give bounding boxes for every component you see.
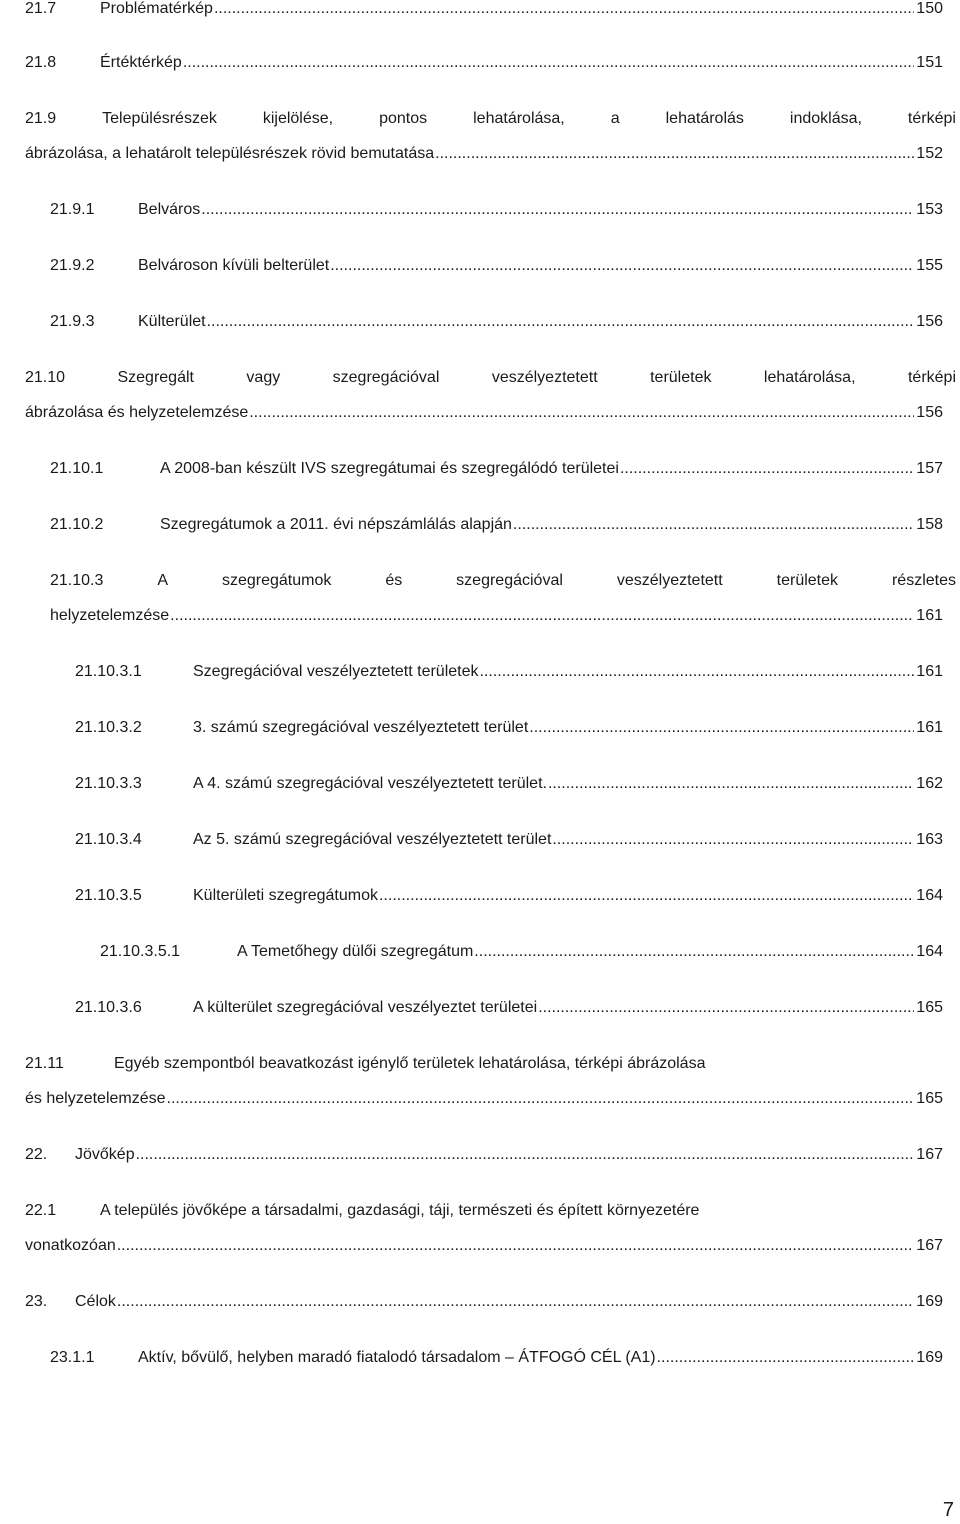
toc-entry-21-10-3-6[interactable] bbox=[75, 999, 943, 1027]
toc-entry-title: Jövőkép bbox=[75, 1146, 135, 1163]
toc-entry-21-9-3[interactable] bbox=[50, 313, 943, 341]
toc-entry-second-line bbox=[50, 607, 943, 635]
toc-leader-dots bbox=[379, 887, 914, 905]
toc-leader-dots bbox=[183, 54, 914, 72]
toc-entry-word: Szegregált bbox=[117, 369, 194, 386]
toc-entry-number: 22.1 bbox=[25, 1202, 57, 1219]
toc-entry-word: A bbox=[157, 572, 169, 589]
toc-entry-title: vonatkozóan bbox=[25, 1237, 116, 1254]
toc-entry-22[interactable] bbox=[25, 1146, 943, 1174]
toc-entry-21-7[interactable] bbox=[25, 0, 943, 28]
toc-leader-dots bbox=[479, 663, 914, 681]
toc-entry-word: térképi bbox=[907, 110, 956, 127]
toc-entry-number: 21.10.3.2 bbox=[75, 719, 142, 736]
toc-entry-page: 156 bbox=[916, 313, 943, 330]
toc-entry-21-10-3-1[interactable] bbox=[75, 663, 943, 691]
toc-entry-word: szegregációval bbox=[332, 369, 440, 386]
toc-leader-dots bbox=[548, 775, 914, 793]
toc-entry-word: kijelölése, bbox=[262, 110, 334, 127]
toc-entry-number: 21.10.1 bbox=[50, 460, 104, 477]
toc-entry-page: 165 bbox=[916, 999, 943, 1016]
toc-entry-word: pontos bbox=[379, 110, 428, 127]
toc-entry-page: 150 bbox=[916, 0, 943, 17]
toc-entry-page: 161 bbox=[916, 663, 943, 680]
toc-entry-number: 21.11 bbox=[25, 1055, 64, 1072]
toc-leader-dots bbox=[249, 404, 914, 422]
toc-entry-number: 21.10.2 bbox=[50, 516, 104, 533]
toc-entry-first-line bbox=[25, 369, 956, 397]
toc-leader-dots bbox=[117, 1237, 915, 1255]
toc-leader-dots bbox=[657, 1349, 915, 1367]
toc-entry-word: lehatárolás bbox=[665, 110, 744, 127]
toc-entry-word: a bbox=[610, 110, 620, 127]
toc-entry-title: ábrázolása és helyzetelemzése bbox=[25, 404, 249, 421]
toc-leader-dots bbox=[552, 831, 914, 849]
toc-entry-number: 21.9.2 bbox=[50, 257, 95, 274]
toc-entry-word: területek bbox=[650, 369, 712, 386]
toc-entry-21-10-3-5-1[interactable] bbox=[100, 943, 943, 971]
toc-leader-dots bbox=[330, 257, 914, 275]
toc-entry-number: 23.1.1 bbox=[50, 1349, 95, 1366]
toc-entry-page: 165 bbox=[916, 1090, 943, 1107]
toc-entry-21-10-3-5[interactable] bbox=[75, 887, 943, 915]
toc-entry-title: 3. számú szegregációval veszélyeztetett terület bbox=[193, 719, 529, 736]
toc-entry-title: Aktív, bővülő, helyben maradó fiatalodó társadalom – ÁTFOGÓ CÉL (A1) bbox=[138, 1349, 656, 1366]
toc-entry-21-10-3-3[interactable] bbox=[75, 775, 943, 803]
toc-leader-dots bbox=[117, 1293, 914, 1311]
toc-entry-word: térképi bbox=[907, 369, 956, 386]
toc-entry-21-9-2[interactable] bbox=[50, 257, 943, 285]
toc-entry-title: A 2008-ban készült IVS szegregátumai és szegregálódó területei bbox=[160, 460, 619, 477]
toc-leader-dots bbox=[620, 460, 914, 478]
toc-entry-number: 21.9.3 bbox=[50, 313, 95, 330]
toc-entry-number: 23. bbox=[25, 1293, 48, 1310]
toc-entry-first-line bbox=[25, 1202, 956, 1230]
toc-entry-21-8[interactable] bbox=[25, 54, 943, 82]
toc-entry-page: 169 bbox=[916, 1293, 943, 1310]
toc-leader-dots bbox=[474, 943, 914, 961]
toc-entry-page: 153 bbox=[916, 201, 943, 218]
toc-entry-word: veszélyeztetett bbox=[616, 572, 723, 589]
toc-entry-page: 164 bbox=[916, 943, 943, 960]
toc-entry-word: vagy bbox=[246, 369, 281, 386]
toc-entry-page: 169 bbox=[916, 1349, 943, 1366]
toc-leader-dots bbox=[207, 313, 915, 331]
toc-entry-21-10-2[interactable] bbox=[50, 516, 943, 544]
toc-leader-dots bbox=[214, 0, 914, 18]
toc-entry-title: Belváros bbox=[138, 201, 201, 218]
toc-entry-page: 157 bbox=[916, 460, 943, 477]
toc-entry-title: A 4. számú szegregációval veszélyeztetett terület. bbox=[193, 775, 547, 792]
toc-entry-page: 161 bbox=[916, 719, 943, 736]
toc-entry-title: Problématérkép bbox=[100, 0, 213, 17]
toc-entry-number: 21.10.3.4 bbox=[75, 831, 142, 848]
toc-entry-title: Értéktérkép bbox=[100, 54, 182, 71]
toc-entry-page: 162 bbox=[916, 775, 943, 792]
toc-entry-page: 152 bbox=[916, 145, 943, 162]
toc-entry-21-9-1[interactable] bbox=[50, 201, 943, 229]
toc-entry-word: szegregátumok bbox=[221, 572, 332, 589]
toc-entry-word: lehatárolása, bbox=[473, 110, 565, 127]
toc-entry-first-line bbox=[25, 110, 956, 138]
toc-entry-word: és bbox=[385, 572, 403, 589]
toc-leader-dots bbox=[167, 1090, 915, 1108]
toc-entry-number: 21.8 bbox=[25, 54, 57, 71]
toc-entry-word: területek bbox=[776, 572, 839, 589]
toc-entry-23[interactable] bbox=[25, 1293, 943, 1321]
toc-entry-title: Célok bbox=[75, 1293, 116, 1310]
toc-entry-title: ábrázolása, a lehatárolt településrészek rövid bemutatása bbox=[25, 145, 435, 162]
toc-entry-title: Egyéb szempontból beavatkozást igénylő területek lehatárolása, térképi ábrázolása bbox=[114, 1055, 706, 1072]
toc-entry-first-line bbox=[50, 572, 956, 600]
toc-leader-dots bbox=[529, 719, 914, 737]
toc-entry-title: Szegregációval veszélyeztetett területek bbox=[193, 663, 479, 680]
toc-entry-number: 21.10 bbox=[25, 369, 66, 386]
toc-entry-word: Településrészek bbox=[102, 110, 217, 127]
toc-entry-title: és helyzetelemzése bbox=[25, 1090, 166, 1107]
toc-entry-second-line bbox=[25, 404, 943, 432]
toc-entry-word: lehatárolása, bbox=[763, 369, 856, 386]
toc-entry-page: 155 bbox=[916, 257, 943, 274]
toc-entry-second-line bbox=[25, 1237, 943, 1265]
toc-leader-dots bbox=[201, 201, 914, 219]
toc-leader-dots bbox=[435, 145, 914, 163]
toc-entry-21-10-3-4[interactable] bbox=[75, 831, 943, 859]
toc-entry-second-line bbox=[25, 1090, 943, 1118]
toc-entry-title: Szegregátumok a 2011. évi népszámlálás alapján bbox=[160, 516, 512, 533]
toc-entry-word: veszélyeztetett bbox=[491, 369, 598, 386]
toc-entry-number: 21.10.3 bbox=[50, 572, 104, 589]
toc-entry-number: 21.10.3.6 bbox=[75, 999, 142, 1016]
toc-entry-page: 167 bbox=[916, 1237, 943, 1254]
toc-entry-title: helyzetelemzése bbox=[50, 607, 170, 624]
toc-entry-page: 156 bbox=[916, 404, 943, 421]
toc-entry-first-line bbox=[25, 1055, 956, 1083]
toc-entry-title: A település jövőképe a társadalmi, gazdasági, táji, természeti és épített környezetére bbox=[100, 1202, 700, 1219]
toc-entry-title: Külterületi szegregátumok bbox=[193, 887, 378, 904]
toc-entry-number: 21.9.1 bbox=[50, 201, 95, 218]
toc-entry-number: 21.10.3.1 bbox=[75, 663, 142, 680]
toc-entry-title: A Temetőhegy dülői szegregátum bbox=[237, 943, 474, 960]
toc-entry-number: 21.10.3.5 bbox=[75, 887, 142, 904]
toc-entry-second-line bbox=[25, 145, 943, 173]
toc-entry-number: 22. bbox=[25, 1146, 48, 1163]
toc-entry-number: 21.10.3.5.1 bbox=[100, 943, 181, 960]
toc-entry-title: Belvároson kívüli belterület bbox=[138, 257, 330, 274]
toc-entry-number: 21.7 bbox=[25, 0, 57, 17]
toc-entry-title: Az 5. számú szegregációval veszélyeztetett terület bbox=[193, 831, 552, 848]
toc-entry-page: 161 bbox=[916, 607, 943, 624]
toc-entry-word: szegregációval bbox=[456, 572, 563, 589]
toc-leader-dots bbox=[170, 607, 914, 625]
toc-entry-page: 158 bbox=[916, 516, 943, 533]
toc-leader-dots bbox=[538, 999, 914, 1017]
page-number: 7 bbox=[942, 1499, 954, 1521]
toc-leader-dots bbox=[513, 516, 914, 534]
toc-entry-21-10-3-2[interactable] bbox=[75, 719, 943, 747]
toc-entry-page: 151 bbox=[916, 54, 943, 71]
toc-entry-title: A külterület szegregációval veszélyeztet területei bbox=[193, 999, 538, 1016]
toc-entry-number: 21.10.3.3 bbox=[75, 775, 142, 792]
toc-entry-word: részletes bbox=[891, 572, 956, 589]
toc-entry-word: indoklása, bbox=[789, 110, 862, 127]
toc-entry-page: 164 bbox=[916, 887, 943, 904]
toc-leader-dots bbox=[136, 1146, 915, 1164]
toc-entry-page: 167 bbox=[916, 1146, 943, 1163]
toc-entry-23-1-1[interactable] bbox=[50, 1349, 943, 1377]
toc-entry-page: 163 bbox=[916, 831, 943, 848]
toc-entry-number: 21.9 bbox=[25, 110, 57, 127]
toc-entry-21-10-1[interactable] bbox=[50, 460, 943, 488]
toc-entry-title: Külterület bbox=[138, 313, 206, 330]
